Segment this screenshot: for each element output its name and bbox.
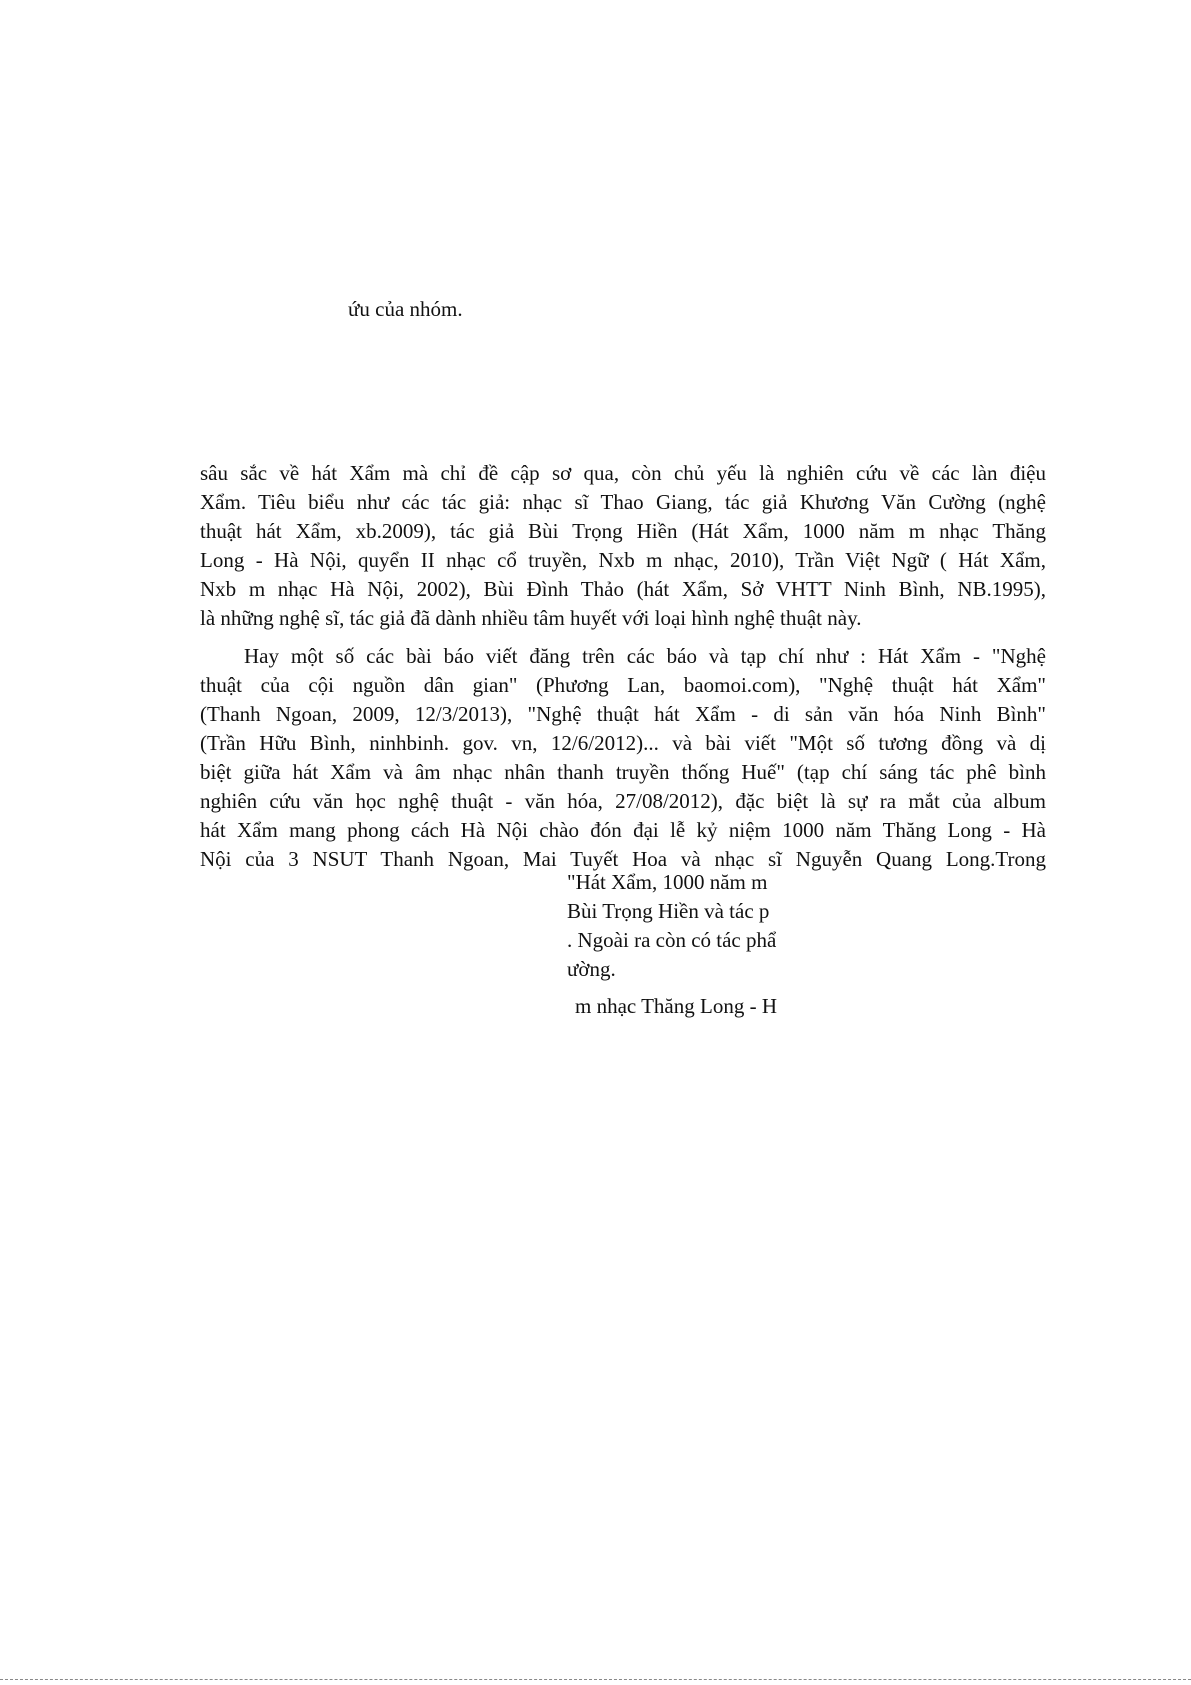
tail-fragment: m nhạc Thăng Long - H — [575, 994, 777, 1018]
paragraph-1-line: thuật hát Xẩm, xb.2009), tác giả Bùi Trọng Hiền (Hát Xẩm, 1000 năm m nhạc Thăng — [200, 519, 1046, 543]
top-fragment: ứu của nhóm. — [348, 297, 463, 321]
tail-fragment: ường. — [567, 957, 616, 981]
tail-fragment: . Ngoài ra còn có tác phẩ — [567, 928, 777, 952]
paragraph-2-line: nghiên cứu văn học nghệ thuật - văn hóa, 27/08/2012), đặc biệt là sự ra mắt của album — [200, 789, 1046, 813]
paragraph-2-line: Hay một số các bài báo viết đăng trên các báo và tạp chí như : Hát Xẩm - "Nghệ — [244, 644, 1046, 668]
paragraph-1-line: Nxb m nhạc Hà Nội, 2002), Bùi Đình Thảo (hát Xẩm, Sở VHTT Ninh Bình, NB.1995), — [200, 577, 1046, 601]
paragraph-1 — [200, 459, 1046, 633]
paragraph-2-line: thuật của cội nguồn dân gian" (Phương Lan, baomoi.com), "Nghệ thuật hát Xẩm" — [200, 673, 1046, 697]
paragraph-1-line: là những nghệ sĩ, tác giả đã dành nhiều tâm huyết với loại hình nghệ thuật này. — [200, 606, 862, 630]
paragraph-2 — [200, 642, 1046, 874]
paragraph-2-line: Nội của 3 NSUT Thanh Ngoan, Mai Tuyết Hoa và nhạc sĩ Nguyễn Quang Long.Trong — [200, 847, 1046, 871]
paragraph-2-line: (Trần Hữu Bình, ninhbinh. gov. vn, 12/6/2012)... và bài viết "Một số tương đồng và dị — [200, 731, 1046, 755]
paragraph-2-line: (Thanh Ngoan, 2009, 12/3/2013), "Nghệ thuật hát Xẩm - di sản văn hóa Ninh Bình" — [200, 702, 1046, 726]
paragraph-1-line: sâu sắc về hát Xẩm mà chỉ đề cập sơ qua, còn chủ yếu là nghiên cứu về các làn điệu — [200, 461, 1046, 485]
paragraph-1-line: Long - Hà Nội, quyển II nhạc cổ truyền, Nxb m nhạc, 2010), Trần Việt Ngữ ( Hát Xẩm, — [200, 548, 1046, 572]
paragraph-1-line: Xẩm. Tiêu biểu như các tác giả: nhạc sĩ Thao Giang, tác giả Khương Văn Cường (nghệ — [200, 490, 1046, 514]
footer-rule — [0, 1679, 1191, 1681]
tail-fragment: Bùi Trọng Hiền và tác p — [567, 899, 770, 923]
paragraph-2-line: biệt giữa hát Xẩm và âm nhạc nhân thanh truyền thống Huế" (tạp chí sáng tác phê bình — [200, 760, 1046, 784]
paragraph-2-line: hát Xẩm mang phong cách Hà Nội chào đón đại lễ kỷ niệm 1000 năm Thăng Long - Hà — [200, 818, 1046, 842]
tail-fragment: "Hát Xẩm, 1000 năm m — [567, 870, 768, 894]
